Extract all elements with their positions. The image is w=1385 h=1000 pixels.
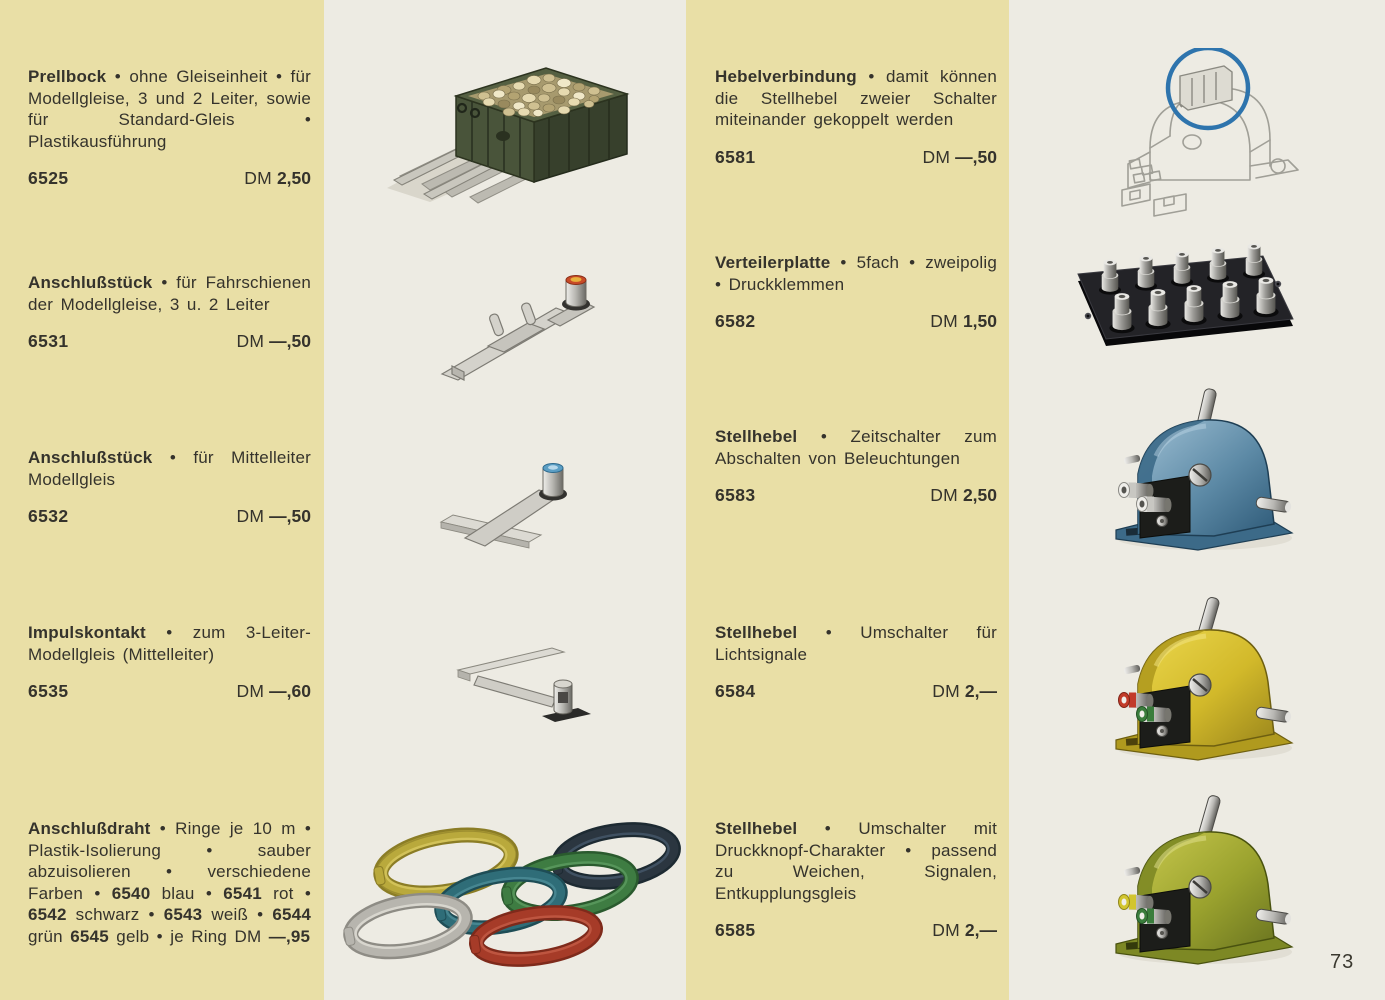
- price-row: [715, 920, 997, 941]
- price-row: [715, 485, 997, 506]
- stellhebel-6583-image: [1096, 386, 1308, 554]
- product-entry-anschlussdraht: [28, 818, 311, 947]
- product-entry-stellhebel-6585: [715, 818, 997, 941]
- wire-coils-image: [338, 806, 683, 968]
- price: DM 2,—: [932, 920, 997, 940]
- article-number: 6583: [715, 485, 756, 505]
- price-row: [28, 506, 311, 527]
- price: DM —,50: [922, 146, 997, 167]
- product-entry-verteilerplatte: [715, 252, 997, 332]
- article-number: 6525: [28, 168, 69, 188]
- price: DM 2,50: [244, 168, 311, 188]
- price: DM —,60: [236, 681, 311, 701]
- article-number: 6531: [28, 331, 69, 351]
- price: DM 2,—: [932, 681, 997, 701]
- product-entry-prellbock: [28, 66, 311, 189]
- price: DM —,50: [236, 506, 311, 526]
- price-row: [715, 681, 997, 702]
- text-panel-left: [0, 0, 324, 1000]
- article-number: 6582: [715, 311, 756, 331]
- product-description: Anschlußdraht • Ringe je 10 m • Plastik-Isolierung • sauber abzuisolieren • verschiedene Farben • 6540 blau • 6541 rot • 6542 schwarz • 6543 weiß • 6544 grün 6545 gelb • je Ring DM —,95: [28, 819, 312, 946]
- article-number: 6581: [715, 146, 756, 167]
- price-row: [28, 168, 311, 189]
- product-description: Stellhebel • Zeitschalter zum Abschalten von Beleuchtungen: [715, 427, 997, 468]
- product-entry-hebelverbindung: [715, 66, 997, 168]
- product-entry-stellhebel-6584: [715, 622, 997, 702]
- product-description: Anschlußstück • für Mittelleiter Modellgleis: [28, 448, 311, 489]
- article-number: 6584: [715, 681, 756, 701]
- product-entry-impulskontakt: [28, 622, 311, 702]
- product-entry-anschlusstueck-6532: [28, 447, 311, 527]
- article-number: 6585: [715, 920, 756, 940]
- product-description: Anschlußstück • für Fahrschienen der Modellgleise, 3 u. 2 Leiter: [28, 273, 311, 314]
- price-row: [28, 331, 311, 352]
- price: DM 1,50: [930, 311, 997, 331]
- price: DM 2,50: [930, 485, 997, 505]
- product-description: Hebelverbindung • damit können die Stellhebel zweier Schalter miteinander gekoppelt werden: [715, 67, 997, 129]
- prellbock-buffer-stop-image: [382, 60, 650, 205]
- price: DM —,50: [236, 331, 311, 351]
- product-description: Stellhebel • Umschalter für Lichtsignale: [715, 623, 997, 664]
- product-entry-stellhebel-6583: [715, 426, 997, 506]
- anschlusstueck-6531-image: [430, 262, 610, 387]
- article-number: 6532: [28, 506, 69, 526]
- product-description: Impulskontakt • zum 3-Leiter-Modellgleis (Mittelleiter): [28, 623, 311, 664]
- hebelverbindung-drawing: [1092, 48, 1310, 220]
- verteilerplatte-image: [1058, 244, 1310, 362]
- product-description: Stellhebel • Umschalter mit Druckknopf-Charakter • passend zu Weichen, Signalen, Entkupplungsgleis: [715, 819, 997, 903]
- article-number: 6535: [28, 681, 69, 701]
- product-description: Prellbock • ohne Gleiseinheit • für Modellgleise, 3 und 2 Leiter, sowie für Standard-Gleis • Plastikausführung: [28, 67, 311, 151]
- price-row: [715, 147, 997, 168]
- price-row: [715, 311, 997, 332]
- text-panel-right: [686, 0, 1009, 1000]
- impulskontakt-6535-image: [450, 640, 600, 730]
- stellhebel-6585-image: [1096, 790, 1308, 968]
- anschlusstueck-6532-image: [435, 440, 600, 552]
- page-number: 73: [1330, 951, 1355, 973]
- product-description: Verteilerplatte • 5fach • zweipolig • Druckklemmen: [715, 253, 997, 294]
- stellhebel-6584-image: [1096, 592, 1308, 764]
- product-entry-anschlusstueck-6531: [28, 272, 311, 352]
- price-row: [28, 681, 311, 702]
